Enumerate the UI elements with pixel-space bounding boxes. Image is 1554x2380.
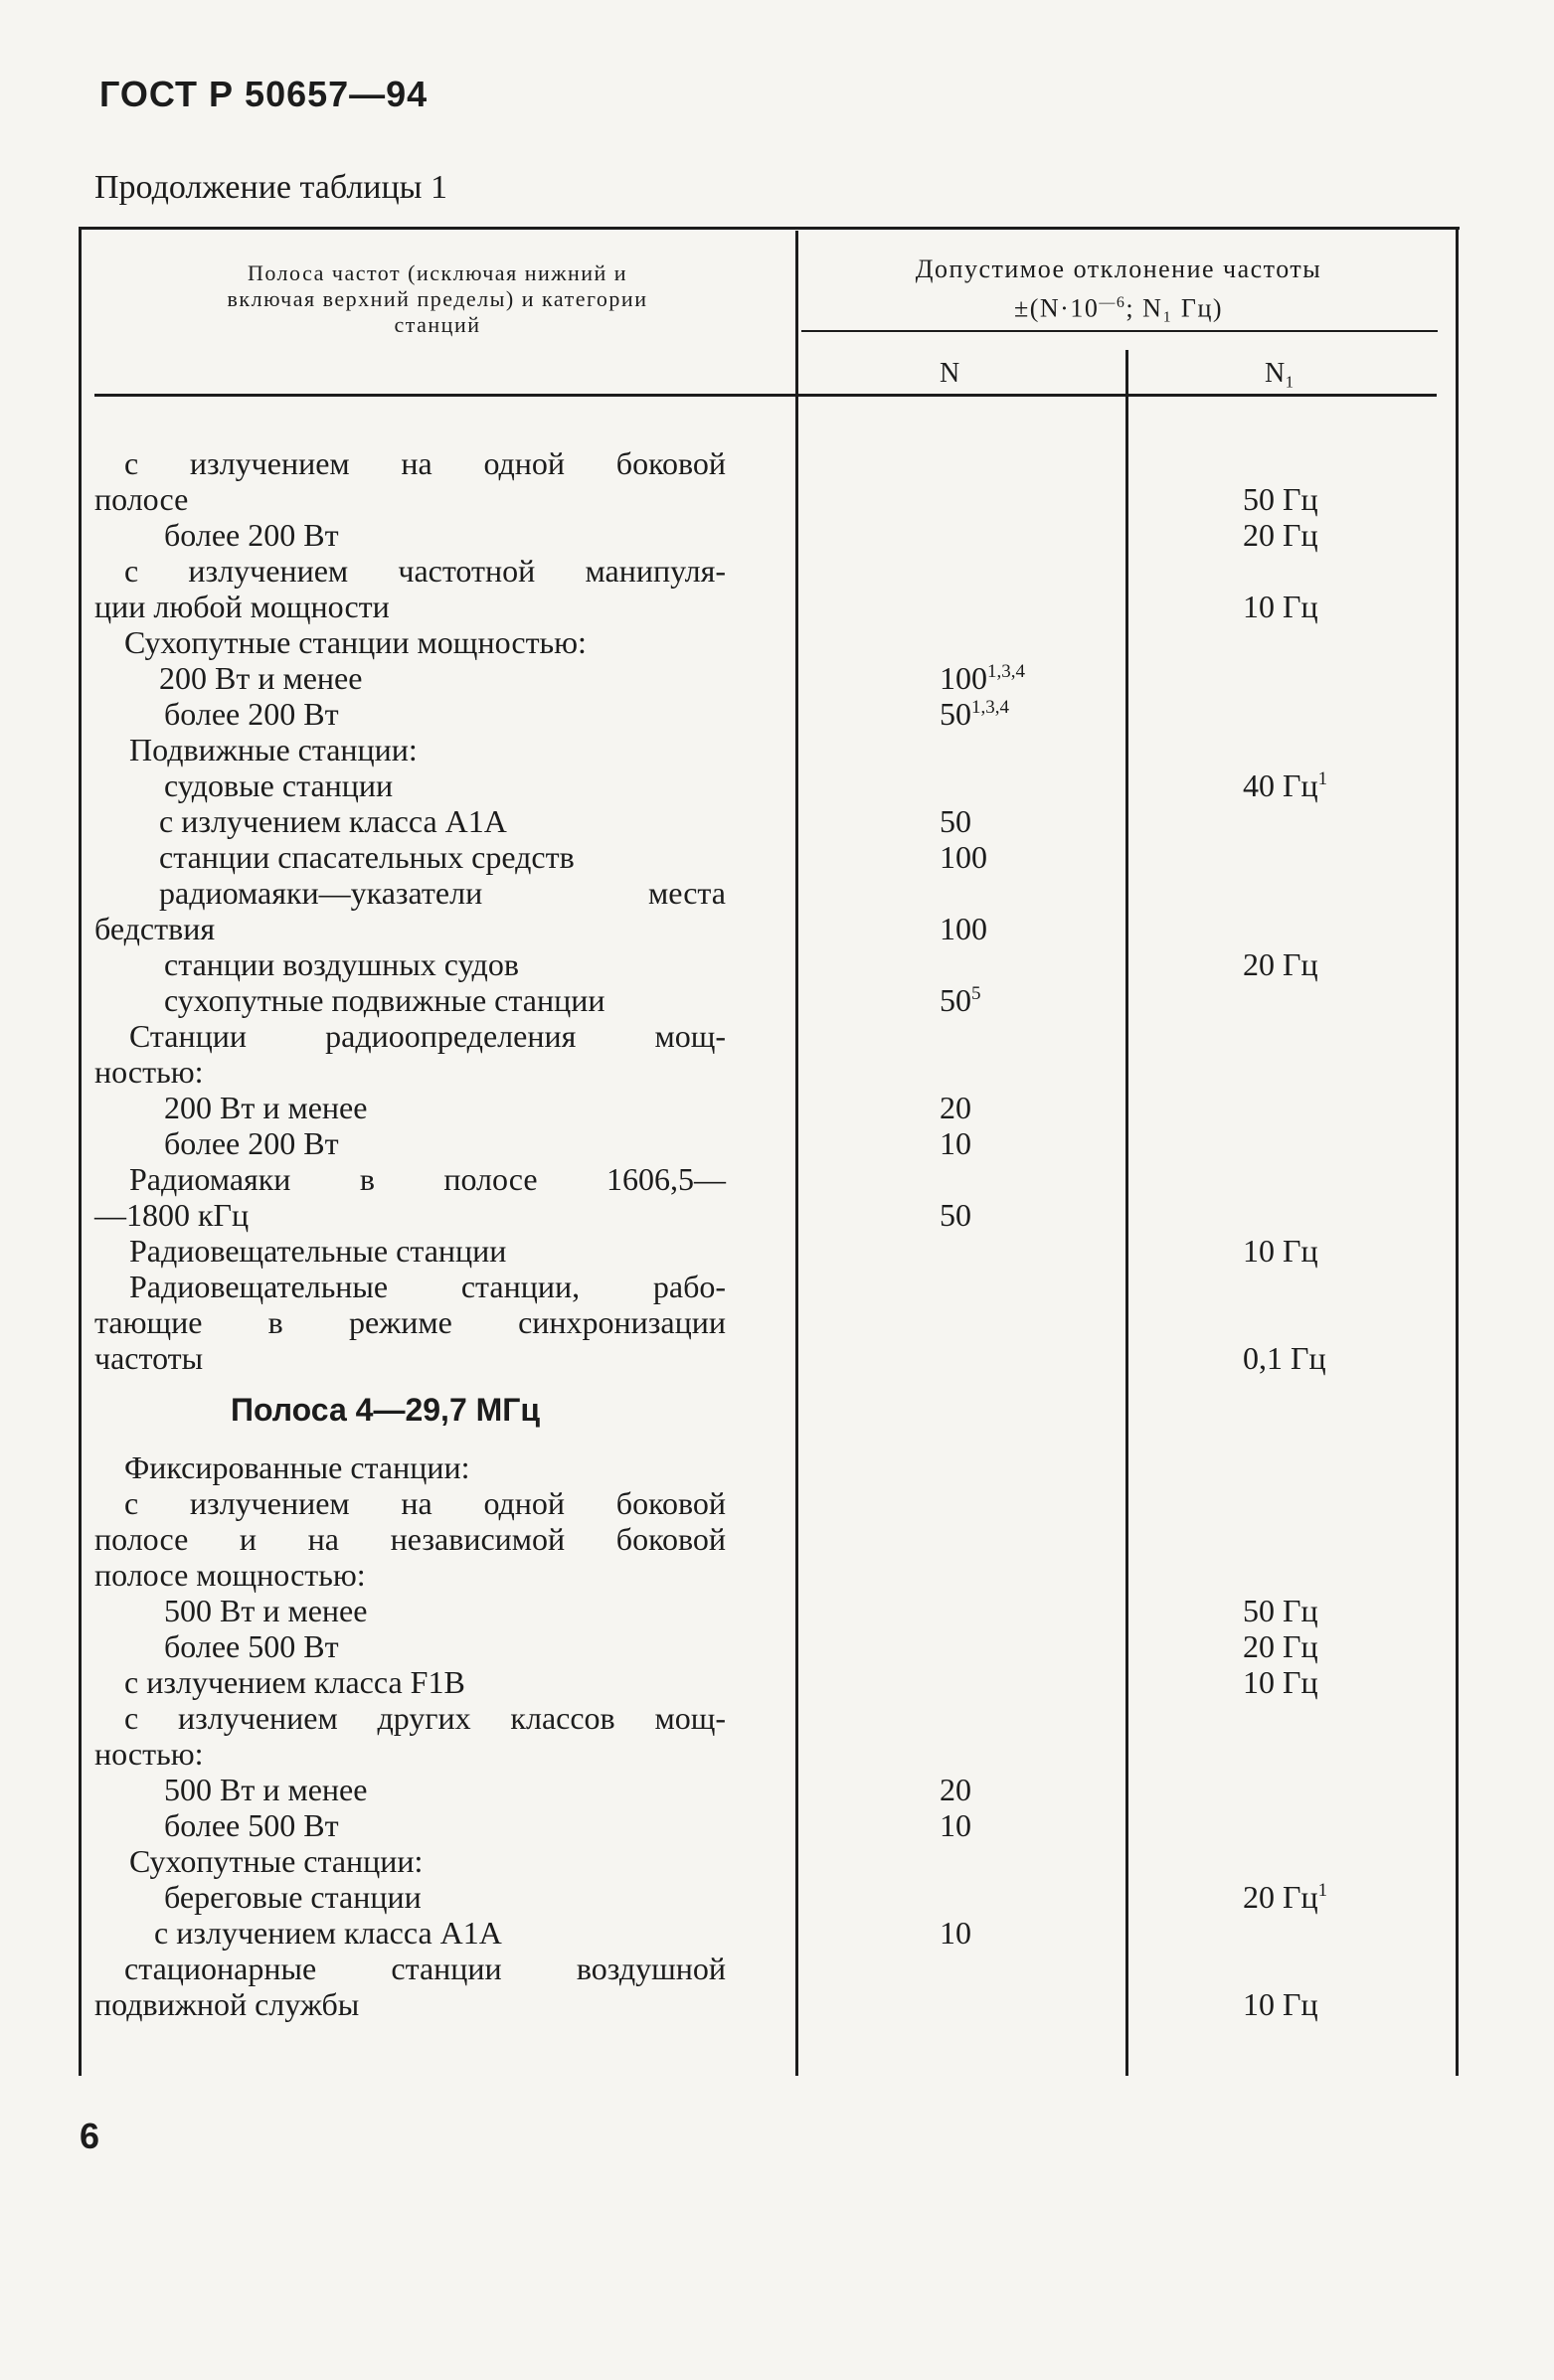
value-n <box>940 803 971 839</box>
table-row-label <box>94 1628 726 1664</box>
value-n1 <box>1243 946 1318 982</box>
row-label-line: более 500 Вт <box>164 1807 339 1843</box>
table-row-label <box>94 732 726 767</box>
value-n <box>940 1090 971 1125</box>
table-row-label <box>94 803 726 839</box>
header-deviation-formula <box>805 286 1432 326</box>
value-n1 <box>1243 767 1327 803</box>
table-row-label <box>94 517 726 553</box>
row-label-line: более 200 Вт <box>164 1125 339 1161</box>
value-n1-number: 20 Гц <box>1243 517 1318 553</box>
row-label-line: более 200 Вт <box>164 517 339 553</box>
row-label-line: 500 Вт и менее <box>164 1772 368 1807</box>
value-n1-number: 10 Гц <box>1243 1664 1318 1700</box>
value-n-number: 20 <box>940 1090 971 1125</box>
value-n-number: 10 <box>940 1915 971 1951</box>
value-n <box>940 660 1025 696</box>
table-row-label <box>94 1700 726 1772</box>
row-label-line: подвижной службы <box>94 1986 360 2022</box>
value-n-number: 50 <box>940 1197 971 1233</box>
deviation-subheader-rule <box>801 330 1438 332</box>
value-n1 <box>1243 481 1318 517</box>
table-row-label <box>94 982 726 1018</box>
column-header-frequency-deviation <box>805 253 1432 326</box>
value-n1-footnote: 1 <box>1317 768 1328 789</box>
table-row-label <box>94 1915 726 1951</box>
table-row-label <box>94 1125 726 1161</box>
row-label-line: полосе и на независимой боковой <box>94 1521 726 1557</box>
deviation-formula-prefix: ±(N·10 <box>1013 293 1100 323</box>
table-left-border <box>79 227 82 2076</box>
value-n-number: 10 <box>940 1807 971 1843</box>
column-header-frequency-band <box>94 260 780 338</box>
row-label-line: частоты <box>94 1340 204 1376</box>
table-row-label <box>94 875 726 946</box>
table-top-border <box>82 227 1460 230</box>
row-label-line: полосе мощностью: <box>94 1557 366 1593</box>
value-n <box>940 1197 971 1233</box>
value-n-number: 100 <box>940 911 987 946</box>
value-n <box>940 1807 971 1843</box>
value-n <box>940 982 981 1018</box>
row-label-line: станции спасательных средств <box>159 839 575 875</box>
value-n <box>940 839 987 875</box>
row-label-line: Фиксированные станции: <box>124 1449 470 1485</box>
value-n-footnote: 1,3,4 <box>987 661 1025 682</box>
value-n1 <box>1243 1233 1318 1269</box>
table-row-label <box>94 1807 726 1843</box>
row-label-line: бедствия <box>94 911 216 946</box>
value-n <box>940 696 1009 732</box>
table-row-label <box>94 696 726 732</box>
value-n <box>940 1772 971 1807</box>
value-n1-number: 20 Гц <box>1243 1879 1318 1915</box>
value-n1-number: 10 Гц <box>1243 1233 1318 1269</box>
row-label-line: полосе <box>94 481 189 517</box>
value-n1-number: 20 Гц <box>1243 1628 1318 1664</box>
table-row-label <box>94 553 726 624</box>
row-label-line: более 500 Вт <box>164 1628 339 1664</box>
table-row-label <box>94 1233 726 1269</box>
row-label-line: Радиовещательные станции <box>129 1233 507 1269</box>
row-label-line: Станции радиоопределения мощ- <box>129 1018 726 1054</box>
table-row-label <box>94 1161 726 1233</box>
table-continuation-label: Продолжение таблицы 1 <box>94 169 448 206</box>
row-label-line: 200 Вт и менее <box>159 660 363 696</box>
value-n1 <box>1243 1879 1327 1915</box>
value-n1 <box>1243 1593 1318 1628</box>
row-label-line: 200 Вт и менее <box>164 1090 368 1125</box>
page-number: 6 <box>80 2116 100 2156</box>
value-n1 <box>1243 517 1318 553</box>
value-n-number: 10 <box>940 1125 971 1161</box>
row-label-line: с излучением на одной боковой <box>124 445 726 481</box>
row-label-line: станции воздушных судов <box>164 946 519 982</box>
row-label-line: —1800 кГц <box>94 1197 250 1233</box>
value-n1-number: 10 Гц <box>1243 1986 1318 2022</box>
row-label-line: с излучением частотной манипуля- <box>124 553 726 589</box>
row-label-line: сухопутные подвижные станции <box>164 982 605 1018</box>
value-n-footnote: 5 <box>971 983 981 1004</box>
deviation-formula-exponent: —6 <box>1099 294 1126 311</box>
value-n <box>940 911 987 946</box>
value-n-number: 100 <box>940 660 987 696</box>
row-label-line: Радиовещательные станции, рабо- <box>129 1269 726 1304</box>
row-label-line: береговые станции <box>164 1879 422 1915</box>
value-n <box>940 1915 971 1951</box>
column-divider-band <box>795 231 798 2076</box>
table-row-label <box>94 1269 726 1376</box>
row-label-line: 500 Вт и менее <box>164 1593 368 1628</box>
deviation-formula-suffix: ; N₁ Гц) <box>1125 293 1224 323</box>
table-right-border <box>1456 227 1459 2076</box>
row-label-line: Подвижные станции: <box>129 732 418 767</box>
row-label-line: Радиомаяки в полосе 1606,5— <box>129 1161 726 1197</box>
value-n1-footnote: 1 <box>1317 1880 1328 1901</box>
table-row-label <box>94 1018 726 1090</box>
value-n1 <box>1243 589 1318 624</box>
row-label-line: более 200 Вт <box>164 696 339 732</box>
row-label-line: с излучением других классов мощ- <box>124 1700 726 1736</box>
row-label-line: с излучением класса А1А <box>159 803 507 839</box>
value-n1-number: 50 Гц <box>1243 1593 1318 1628</box>
value-n-number: 50 <box>940 696 971 732</box>
row-label-line: Сухопутные станции: <box>129 1843 424 1879</box>
value-n1-number: 0,1 Гц <box>1243 1340 1326 1376</box>
row-label-line: с излучением на одной боковой <box>124 1485 726 1521</box>
column-header-n: N <box>940 358 960 389</box>
table-row-label <box>94 1449 726 1485</box>
header-band-line: включая верхний пределы) и категории <box>227 286 648 311</box>
value-n1-number: 50 Гц <box>1243 481 1318 517</box>
column-divider-n <box>1125 350 1128 2076</box>
document-code: ГОСТ Р 50657—94 <box>99 74 429 114</box>
table-row-label <box>94 767 726 803</box>
value-n-number: 50 <box>940 982 971 1018</box>
value-n-number: 100 <box>940 839 987 875</box>
value-n1-number: 10 Гц <box>1243 589 1318 624</box>
row-label-line: ностью: <box>94 1736 204 1772</box>
value-n1-number: 20 Гц <box>1243 946 1318 982</box>
table-row-label <box>94 1090 726 1125</box>
value-n1 <box>1243 1340 1326 1376</box>
table-row-label <box>94 839 726 875</box>
row-label-line: радиомаяки—указатели места <box>159 875 726 911</box>
row-label-line: ностью: <box>94 1054 204 1090</box>
row-label-line: судовые станции <box>164 767 394 803</box>
table-row-label <box>94 1879 726 1915</box>
table-row-label <box>94 660 726 696</box>
value-n-number: 20 <box>940 1772 971 1807</box>
column-header-n1: N₁ <box>1265 358 1295 389</box>
header-band-line: Полоса частот (исключая нижний и <box>247 260 628 285</box>
row-label-line: тающие в режиме синхронизации <box>94 1304 726 1340</box>
section-heading: Полоса 4—29,7 МГц <box>231 1392 541 1428</box>
table-row-label <box>94 1664 726 1700</box>
header-bottom-rule <box>94 394 1437 397</box>
value-n1 <box>1243 1628 1318 1664</box>
table-row-label <box>94 1593 726 1628</box>
value-n-number: 50 <box>940 803 971 839</box>
value-n1-number: 40 Гц <box>1243 767 1318 803</box>
table-row-label <box>94 1772 726 1807</box>
value-n <box>940 1125 971 1161</box>
row-label-line: ции любой мощности <box>94 589 390 624</box>
table-row-label <box>94 445 726 517</box>
table-row-label <box>94 1951 726 2022</box>
table-row-label <box>94 1485 726 1593</box>
row-label-line: стационарные станции воздушной <box>124 1951 726 1986</box>
table-row-label <box>94 624 726 660</box>
value-n1 <box>1243 1986 1318 2022</box>
value-n-footnote: 1,3,4 <box>971 697 1009 718</box>
row-label-line: Сухопутные станции мощностью: <box>124 624 587 660</box>
row-label-line: с излучением класса F1B <box>124 1664 465 1700</box>
value-n1 <box>1243 1664 1318 1700</box>
header-band-line: станций <box>394 312 481 337</box>
row-label-line: с излучением класса А1А <box>154 1915 502 1951</box>
header-deviation-line: Допустимое отклонение частоты <box>915 255 1322 283</box>
table-row-label <box>94 1843 726 1879</box>
table-row-label <box>94 946 726 982</box>
